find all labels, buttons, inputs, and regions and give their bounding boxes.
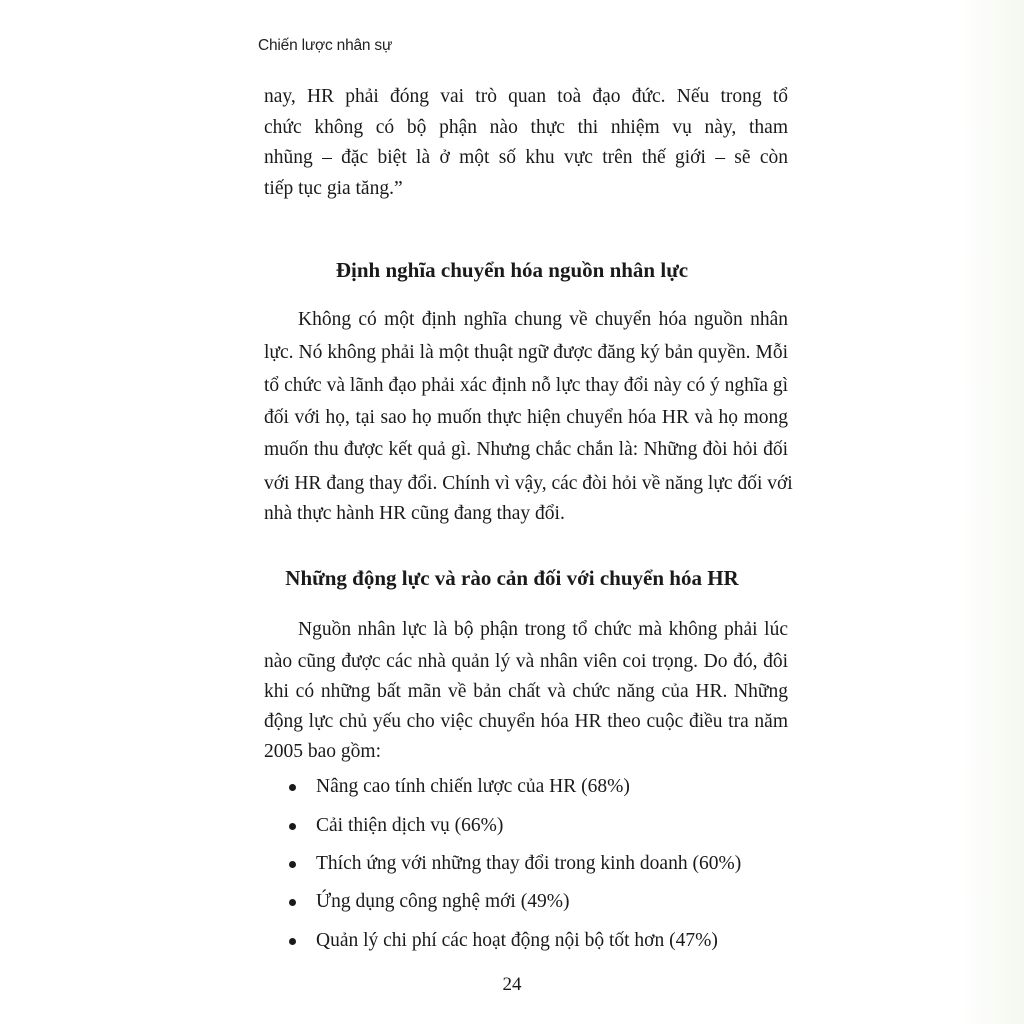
list-item-text: Nâng cao tính chiến lược của HR (68%) <box>316 776 630 797</box>
bullet-icon <box>289 861 296 868</box>
running-head: Chiến lược nhân sự <box>258 37 393 54</box>
list-item-text: Thích ứng với những thay đổi trong kinh doanh (60%) <box>316 853 742 874</box>
text-line: lực. Nó không phải là một thuật ngữ được đăng ký bản quyền. Mỗi <box>264 342 788 363</box>
text-line: động lực chủ yếu cho việc chuyển hóa HR theo cuộc điều tra năm <box>264 711 788 732</box>
bullet-icon <box>289 823 296 830</box>
bullet-icon <box>289 938 296 945</box>
text-line: 2005 bao gồm: <box>264 741 381 762</box>
text-line: Không có một định nghĩa chung về chuyển hóa nguồn nhân <box>298 309 788 330</box>
bullet-icon <box>289 899 296 906</box>
section-heading-drivers: Những động lực và rào cản đối với chuyển hóa HR <box>285 566 739 590</box>
text-line: nhà thực hành HR cũng đang thay đổi. <box>264 503 565 524</box>
list-item-text: Cải thiện dịch vụ (66%) <box>316 815 504 836</box>
text-line: chức không có bộ phận nào thực thi nhiệm vụ này, tham <box>264 117 788 138</box>
list-item-text: Quản lý chi phí các hoạt động nội bộ tốt hơn (47%) <box>316 930 718 951</box>
text-line: với HR đang thay đổi. Chính vì vậy, các đòi hỏi về năng lực đối với <box>264 473 793 494</box>
text-line: tiếp tục gia tăng.” <box>264 178 403 199</box>
bullet-icon <box>289 784 296 791</box>
text-line: tổ chức và lãnh đạo phải xác định nỗ lực thay đổi này có ý nghĩa gì <box>264 375 788 396</box>
list-item-text: Ứng dụng công nghệ mới (49%) <box>316 891 570 912</box>
text-line: nay, HR phải đóng vai trò quan toà đạo đức. Nếu trong tổ <box>264 86 788 107</box>
text-line: khi có những bất mãn về bản chất và chức năng của HR. Những <box>264 681 788 702</box>
page-number: 24 <box>502 974 522 995</box>
text-line: muốn thu được kết quả gì. Nhưng chắc chắn là: Những đòi hỏi đối <box>264 439 788 460</box>
text-line: nhũng – đặc biệt là ở một số khu vực trên thế giới – sẽ còn <box>264 147 788 168</box>
section-heading-definition: Định nghĩa chuyển hóa nguồn nhân lực <box>335 258 689 282</box>
text-line: nào cũng được các nhà quản lý và nhân viên coi trọng. Do đó, đôi <box>264 651 788 672</box>
text-line: Nguồn nhân lực là bộ phận trong tổ chức mà không phải lúc <box>298 619 788 640</box>
text-line: đối với họ, tại sao họ muốn thực hiện chuyển hóa HR và họ mong <box>264 407 788 428</box>
